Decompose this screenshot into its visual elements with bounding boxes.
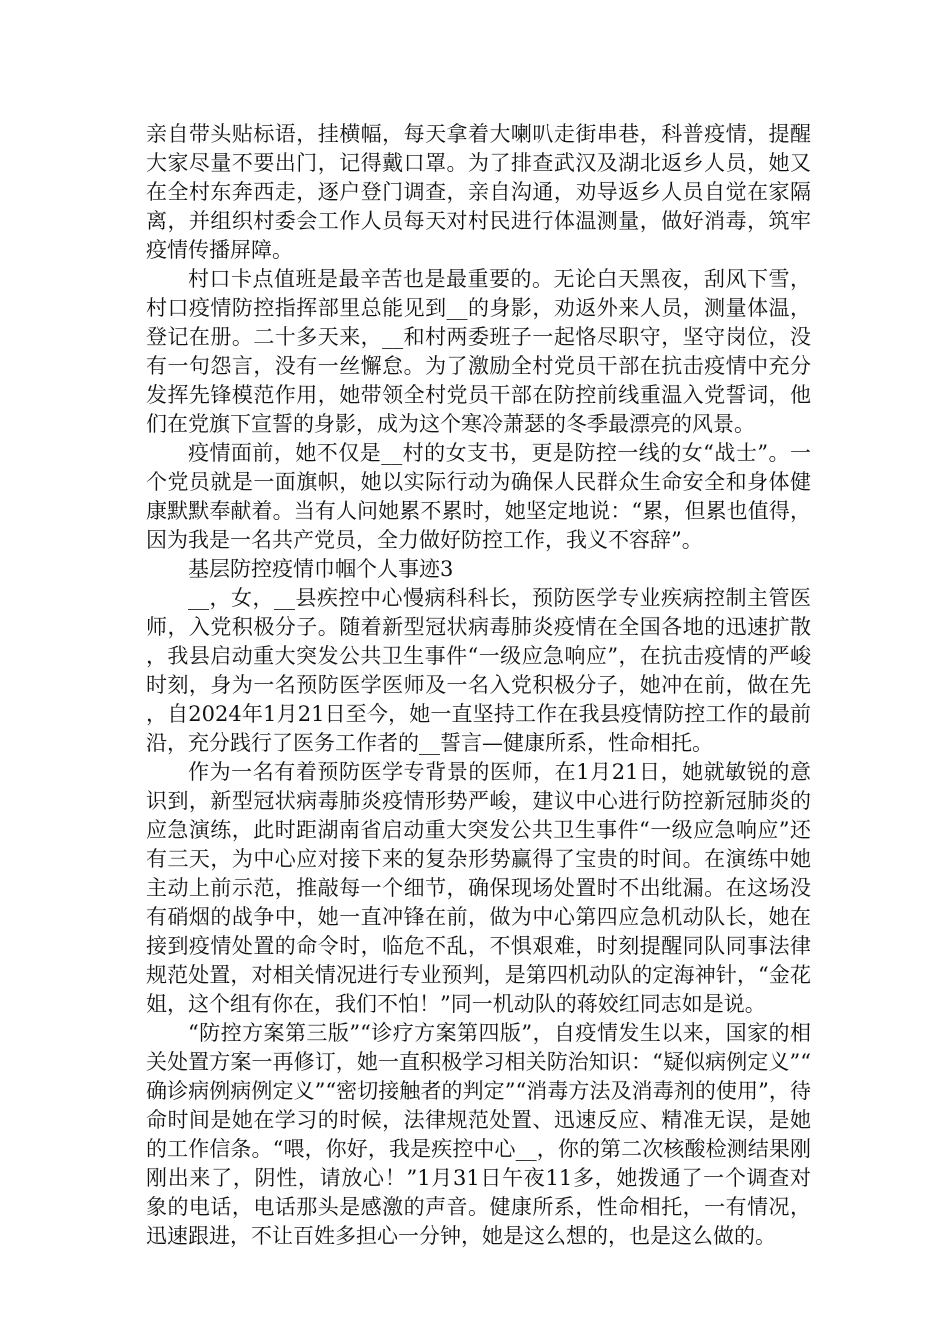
- paragraph-checkpoint-duty: 村口卡点值班是最辛苦也是最重要的。无论白天黑夜，刮风下雪，村口疫情防控指挥部里总能见到__的身影，劝返外来人员，测量体温，登记在册。二十多天来，__和村两委班子一起恪尽职守，坚守岗位，没有一句怨言，没有一丝懈怠。为了激励全村党员干部在抗击疫情中充分发挥先锋模范作用，她带领全村党员干部在防控前线重温入党誓词，他们在党旗下宣誓的身影，成为这个寒冷萧瑟的冬季最漂亮的风景。: [146, 267, 811, 436]
- section-heading: 基层防控疫情巾帼个人事迹3: [188, 557, 454, 581]
- document-page: [146, 120, 811, 1251]
- paragraph-continuation: 亲自带头贴标语，挂横幅，每天拿着大喇叭走街串巷，科普疫情，提醒大家尽量不要出门，记得戴口罩。为了排查武汉及湖北返乡人员，她又在全村东奔西走，逐户登门调查，亲自沟通，劝导返乡人员自觉在家隔离，并组织村委会工作人员每天对村民进行体温测量，做好消毒，筑牢疫情传播屏障。: [146, 122, 811, 262]
- paragraph-study-and-work: “防控方案第三版”“诊疗方案第四版”，自疫情发生以来，国家的相关处置方案一再修订，她一直积极学习相关防治知识：“疑似病例定义”“确诊病例病例定义”“密切接触者的判定”“消毒方法及消毒剂的使用”，待命时间是她在学习的时候，法律规范处置、迅速反应、精准无误，是她的工作信条。“喂，你好，我是疾控中心__，你的第二次核酸检测结果刚刚出来了，阴性，请放心！”1月31日午夜11多，她拨通了一个调查对象的电话，电话那头是感激的声音。健康所系，性命相托，一有情况，迅速跟进，不让百姓多担心一分钟，她是这么想的，也是这么做的。: [146, 1021, 811, 1248]
- paragraph-emergency-drill: 作为一名有着预防医学专背景的医师，在1月21日，她就敏锐的意识到，新型冠状病毒肺炎疫情形势严峻，建议中心进行防控新冠肺炎的应急演练，此时距湖南省启动重大突发公共卫生事件“一级应急响应”还有三天，为中心应对接下来的复杂形势赢得了宝贵的时间。在演练中她主动上前示范，推敲每一个细节，确保现场处置时不出纰漏。在这场没有硝烟的战争中，她一直冲锋在前，做为中心第四应急机动队长，她在接到疫情处置的命令时，临危不乱，不惧艰难，时刻提醒同队同事法律规范处置，对相关情况进行专业预判，是第四机动队的定海神针，“金花姐，这个组有你在，我们不怕！”同一机动队的蒋姣红同志如是说。: [146, 760, 811, 1016]
- paragraph-cdc-doctor-intro: __，女，__县疾控中心慢病科科长，预防医学专业疾病控制主管医师，入党积极分子。随着新型冠状病毒肺炎疫情在全国各地的迅速扩散，我县启动重大突发公共卫生事件“一级应急响应”，在抗击疫情的严峻时刻，身为一名预防医学医师及一名入党积极分子，她冲在前，做在先，自2024年1月21日至今，她一直坚持工作在我县疫情防控工作的最前沿，充分践行了医务工作者的__誓言—健康所系，性命相托。: [146, 586, 811, 755]
- paragraph-female-warrior: 疫情面前，她不仅是__村的女支书，更是防控一线的女“战士”。一个党员就是一面旗帜，她以实际行动为确保人民群众生命安全和身体健康默默奉献着。当有人问她累不累时，她坚定地说：“累，但累也值得，因为我是一名共产党员，全力做好防控工作，我义不容辞”。: [146, 441, 811, 552]
